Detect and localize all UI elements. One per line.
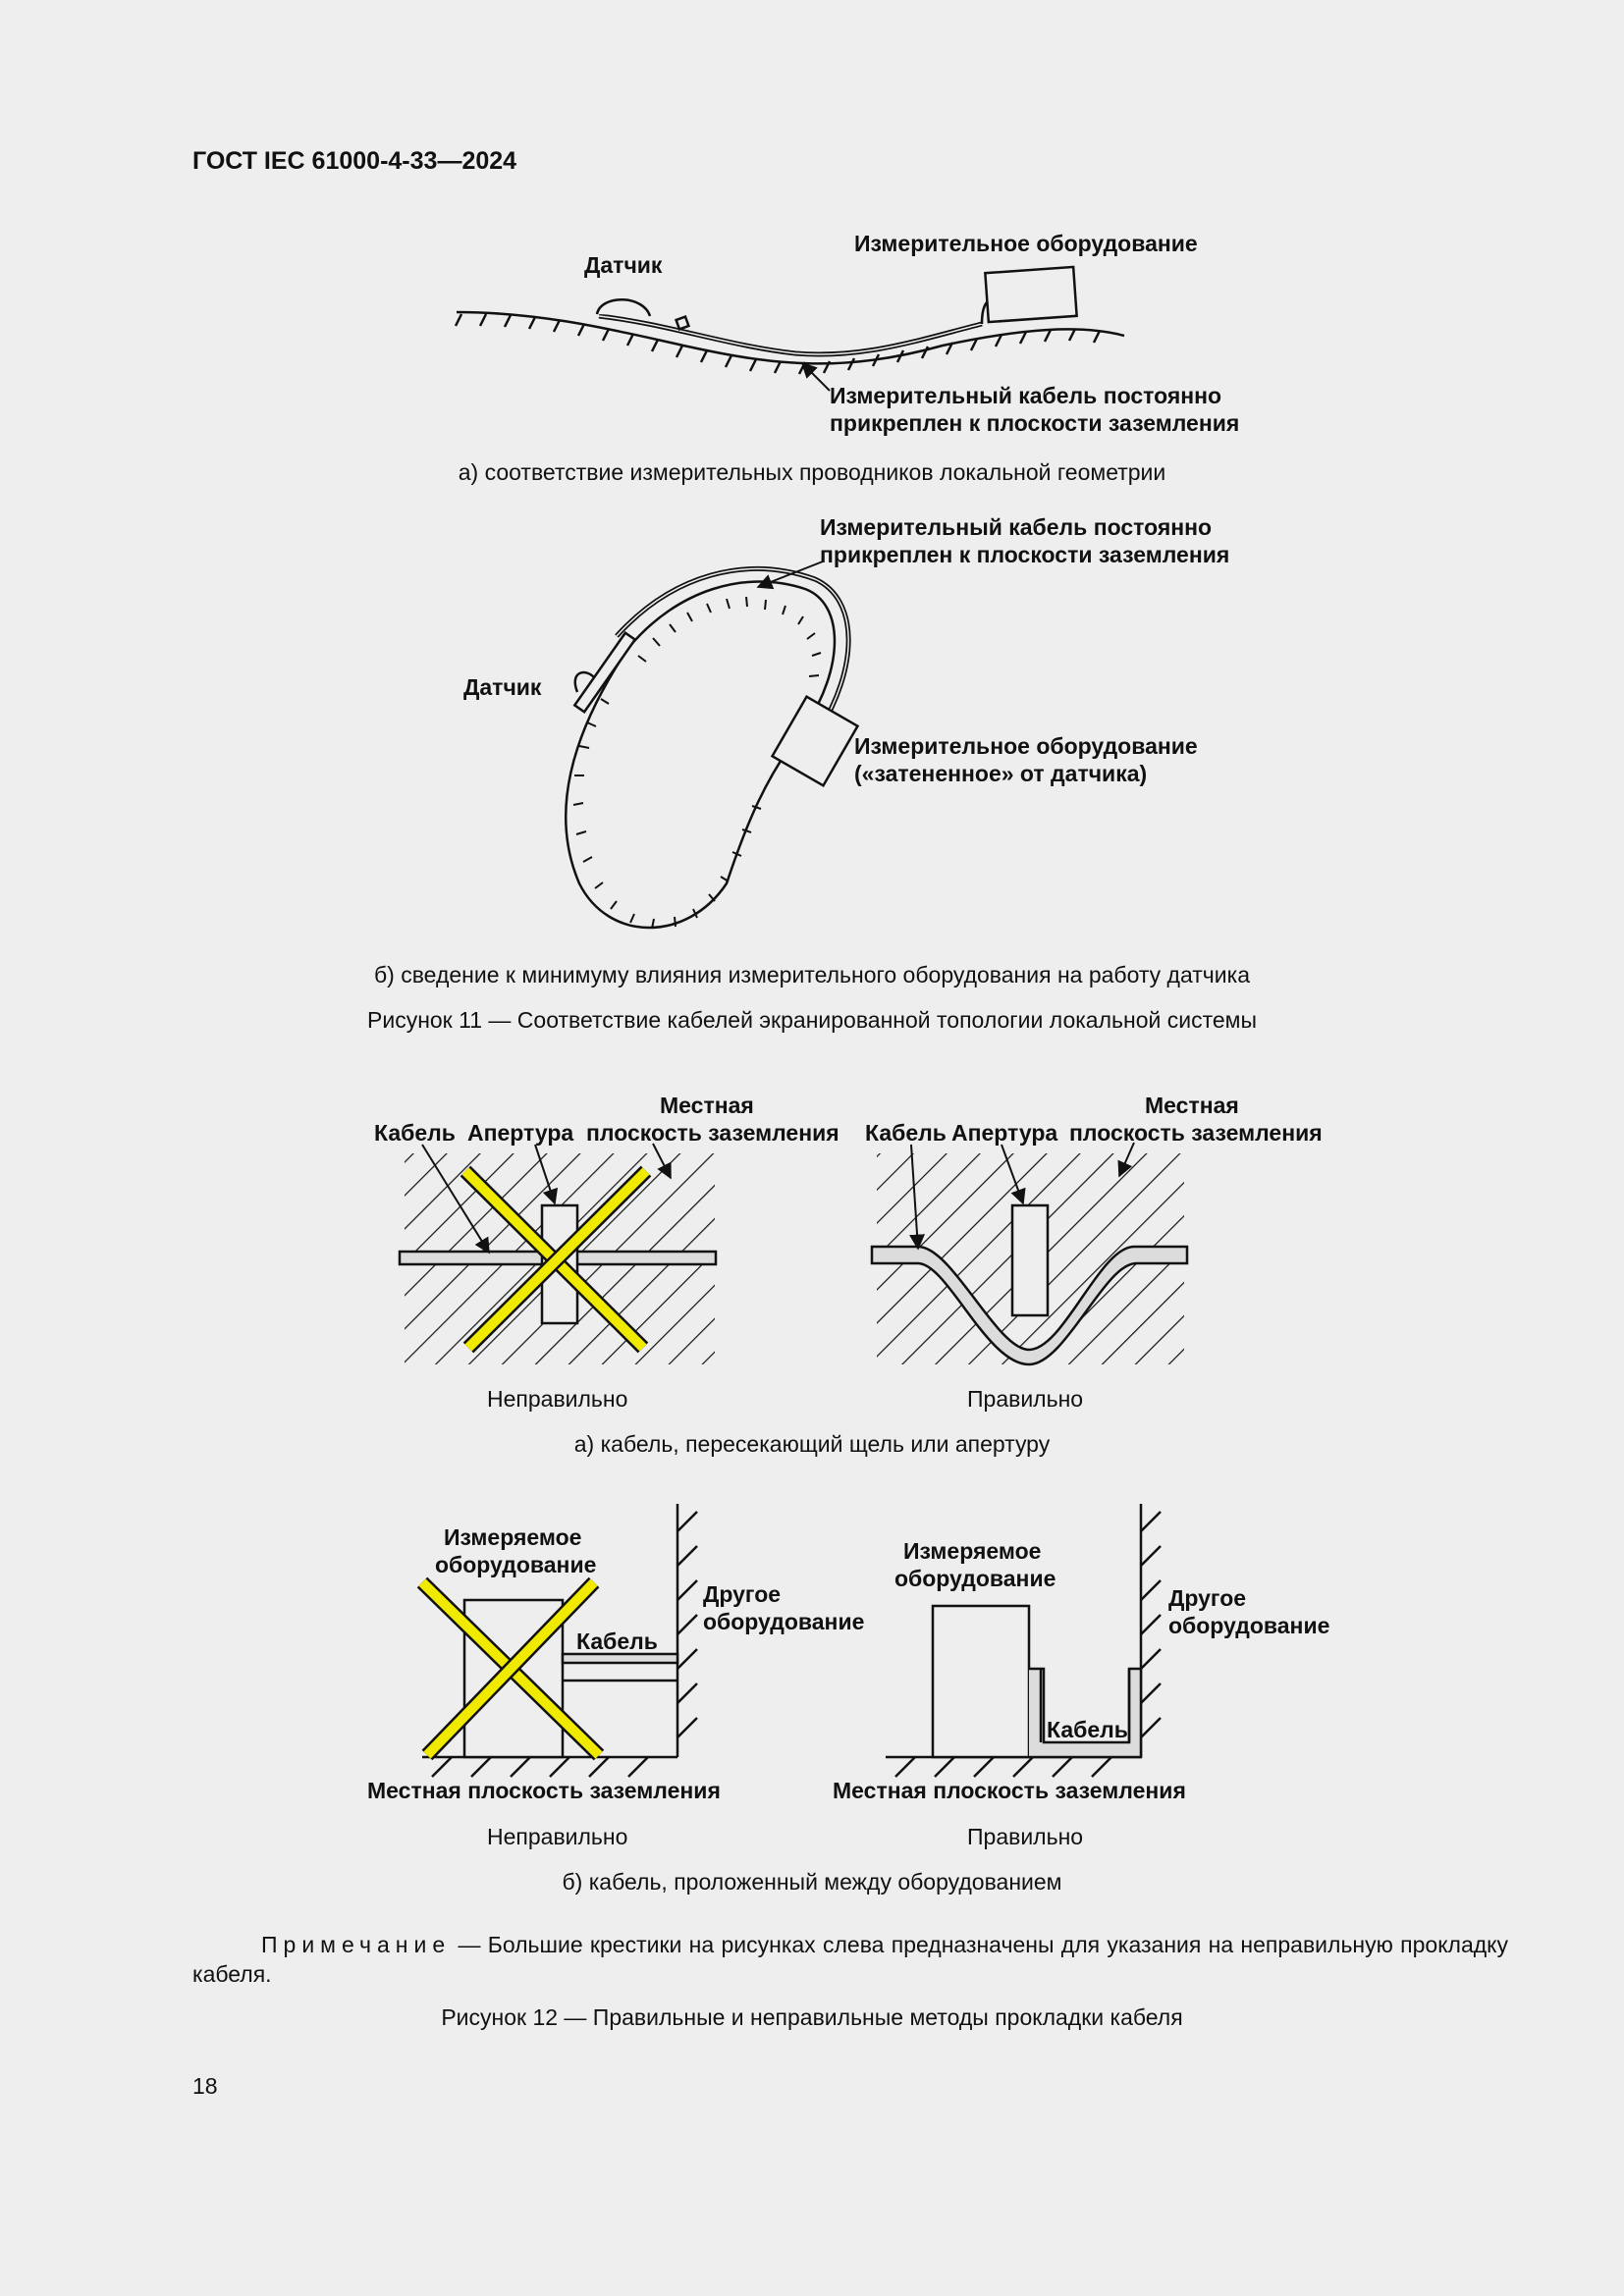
fig12b-left-other-label-1: Другое [703, 1581, 782, 1607]
fig11a-equipment-label: Измерительное оборудование [854, 231, 1198, 256]
fig12b-left-ground-label: Местная плоскость заземления [367, 1778, 721, 1803]
fig12b-left-measured-label-1: Измеряемое [444, 1524, 582, 1550]
fig12b-right-other-label-2: оборудование [1168, 1613, 1330, 1638]
fig11b-cable-label-2: прикреплен к плоскости заземления [820, 542, 1230, 567]
fig12a-right-aperture-label: Апертура [951, 1120, 1058, 1146]
fig11b-cable-label-1: Измерительный кабель постоянно [820, 514, 1213, 540]
fig11a-cable-label-1: Измерительный кабель постоянно [830, 383, 1222, 408]
fig12b-left-cable-label: Кабель [576, 1629, 658, 1654]
fig12a-caption: а) кабель, пересекающий щель или апертуру [573, 1431, 1051, 1457]
fig12a-right-drawing [872, 1143, 1187, 1364]
fig12a-left-verdict: Неправильно [487, 1386, 628, 1412]
figure11-title: Рисунок 11 — Соответствие кабелей экранированной топологии локальной системы [367, 1007, 1257, 1033]
fig12a-right-cable-label: Кабель [865, 1120, 947, 1146]
fig11a-sensor-label: Датчик [584, 252, 663, 278]
figure12-title: Рисунок 12 — Правильные и неправильные методы прокладки кабеля [441, 2004, 1183, 2030]
page-number: 18 [192, 2073, 218, 2099]
fig12b-right-measured-label-2: оборудование [894, 1566, 1056, 1591]
fig11b-equipment-label-1: Измерительное оборудование [854, 733, 1198, 759]
fig11b-equipment-label-2: («затененное» от датчика) [854, 761, 1148, 786]
fig11a-drawing [456, 267, 1124, 391]
note-text: — Большие крестики на рисунках слева предназначены для указания на неправильную прокладку кабеля. [192, 1932, 1508, 1987]
fig12b-right-verdict: Правильно [967, 1824, 1084, 1849]
fig12b-right-ground-label: Местная плоскость заземления [833, 1778, 1186, 1803]
fig12a-right-verdict: Правильно [967, 1386, 1084, 1412]
fig11b-drawing [566, 561, 857, 929]
fig12a-left-cable-label: Кабель [374, 1120, 456, 1146]
figure12-note [192, 1930, 1508, 1989]
fig12b-caption: б) кабель, проложенный между оборудованием [562, 1869, 1062, 1895]
note-label: Примечание [261, 1932, 452, 1957]
document-header: ГОСТ IEC 61000-4-33—2024 [192, 147, 517, 175]
fig11a-caption: а) соответствие измерительных проводников локальной геометрии [458, 459, 1166, 485]
fig12a-left-aperture-label: Апертура [467, 1120, 574, 1146]
fig12a-right-ground-label-1: Местная [1145, 1093, 1239, 1118]
fig12b-right-cable-label: Кабель [1047, 1717, 1128, 1742]
fig12b-left-other-label-2: оборудование [703, 1609, 865, 1634]
fig12a-left-ground-label-2: плоскость заземления [586, 1120, 839, 1146]
fig12b-right-other-label-1: Другое [1168, 1585, 1247, 1611]
fig12b-left-measured-label-2: оборудование [435, 1552, 597, 1577]
fig11a-cable-label-2: прикреплен к плоскости заземления [830, 410, 1240, 436]
fig12a-right-ground-label-2: плоскость заземления [1069, 1120, 1323, 1146]
fig11b-caption: б) сведение к минимуму влияния измерительного оборудования на работу датчика [374, 962, 1250, 988]
fig12b-right-measured-label-1: Измеряемое [903, 1538, 1042, 1564]
fig11b-sensor-label: Датчик [463, 674, 542, 700]
fig12a-left-drawing [400, 1144, 716, 1364]
fig12a-left-ground-label-1: Местная [660, 1093, 754, 1118]
fig12b-left-verdict: Неправильно [487, 1824, 628, 1849]
